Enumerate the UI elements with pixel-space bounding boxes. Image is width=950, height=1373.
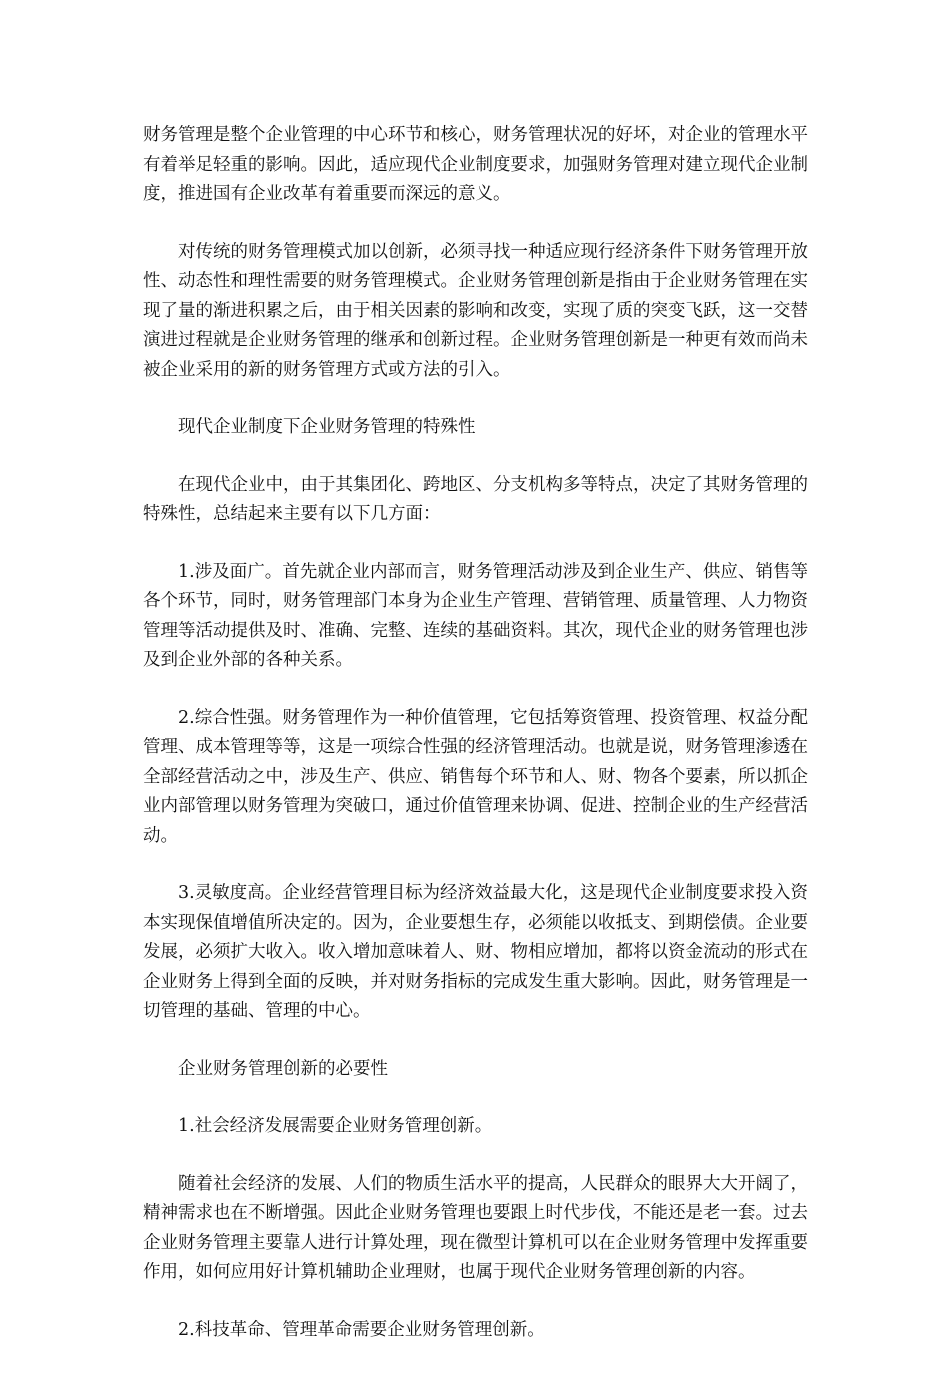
list-item-high-sensitivity: 3.灵敏度高。企业经营管理目标为经济效益最大化，这是现代企业制度要求投入资本实现保值增值所决定的。因为，企业要想生存，必须能以收抵支、到期偿债。企业要发展，必须扩大收入。收入增加意味着人、财、物相应增加，都将以资金流动的形式在企业财务上得到全面的反映，并对财务指标的完成发生重大影响。因此，财务管理是一切管理的基础、管理的中心。 (143, 883, 808, 1021)
list-item-wide-scope: 1.涉及面广。首先就企业内部而言，财务管理活动涉及到企业生产、供应、销售等各个环节，同时，财务管理部门本身为企业生产管理、营销管理、质量管理、人力物资管理等活动提供及时、准确、完整、连续的基础资料。其次，现代企业的财务管理也涉及到企业外部的各种关系。 (143, 561, 808, 670)
list-item-social-economy: 1.社会经济发展需要企业财务管理创新。 (178, 1116, 493, 1136)
document-body (143, 121, 808, 1373)
section-heading-particularity: 现代企业制度下企业财务管理的特殊性 (178, 417, 476, 437)
paragraph-innovation-definition: 对传统的财务管理模式加以创新，必须寻找一种适应现行经济条件下财务管理开放性、动态性和理性需要的财务管理模式。企业财务管理创新是指由于企业财务管理在实现了量的渐进积累之后，由于相关因素的影响和改变，实现了质的突变飞跃，这一交替演进过程就是企业财务管理的继承和创新过程。企业财务管理创新是一种更有效而尚未被企业采用的新的财务管理方式或方法的引入。 (143, 241, 808, 380)
paragraph-particularity-summary: 在现代企业中，由于其集团化、跨地区、分支机构多等特点，决定了其财务管理的特殊性，总结起来主要有以下几方面： (143, 474, 808, 524)
list-item-tech-revolution: 2.科技革命、管理革命需要企业财务管理创新。 (178, 1319, 545, 1340)
list-item-comprehensive: 2.综合性强。财务管理作为一种价值管理，它包括筹资管理、投资管理、权益分配管理、成本管理等等，这是一项综合性强的经济管理活动。也就是说，财务管理渗透在全部经营活动之中，涉及生产、供应、销售每个环节和人、财、物各个要素，所以抓企业内部管理以财务管理为突破口，通过价值管理来协调、促进、控制企业的生产经营活动。 (143, 707, 808, 846)
paragraph-social-economy-detail: 随着社会经济的发展、人们的物质生活水平的提高，人民群众的眼界大大开阔了，精神需求也在不断增强。因此企业财务管理也要跟上时代步伐，不能还是老一套。过去企业财务管理主要靠人进行计算处理，现在微型计算机可以在企业财务管理中发挥重要作用，如何应用好计算机辅助企业理财，也属于现代企业财务管理创新的内容。 (143, 1173, 808, 1282)
paragraph-intro: 财务管理是整个企业管理的中心环节和核心，财务管理状况的好坏，对企业的管理水平有着举足轻重的影响。因此，适应现代企业制度要求，加强财务管理对建立现代企业制度，推进国有企业改革有着重要而深远的意义。 (143, 125, 808, 204)
section-heading-necessity: 企业财务管理创新的必要性 (178, 1058, 388, 1079)
